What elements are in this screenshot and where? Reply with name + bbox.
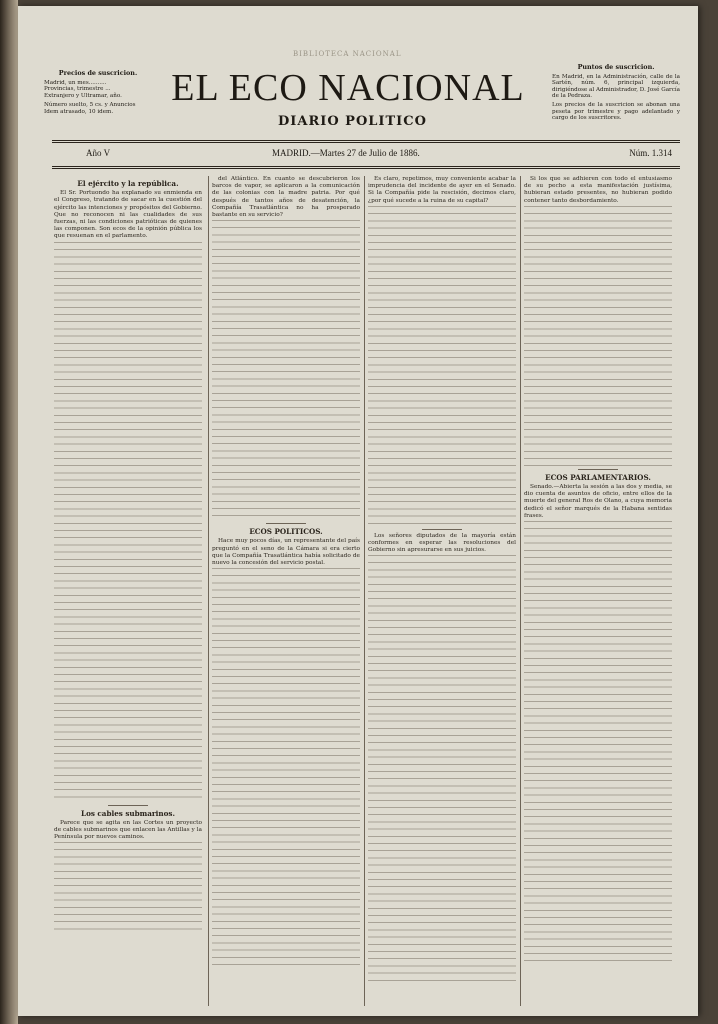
column-2: [212, 176, 360, 968]
points-heading: Puntos de suscricion.: [577, 63, 655, 71]
article-text-block: [54, 242, 202, 802]
subscription-points-box: [552, 64, 680, 122]
article-text-block: [524, 521, 672, 961]
price-line: Provincias, trimestre ...: [44, 86, 111, 93]
article-heading: ECOS POLITICOS.: [249, 527, 323, 537]
price-line: Madrid, un mes..........: [44, 79, 107, 86]
book-spine: [0, 0, 18, 1024]
issue-date: MADRID.—Martes 27 de Julio de 1886.: [272, 148, 420, 158]
prices-heading: Precios de suscricion.: [58, 69, 138, 77]
price-line: Número suelto, 5 cs. y Anuncios: [44, 102, 136, 109]
newspaper-title: EL ECO NACIONAL: [171, 67, 525, 109]
article-text-block: [368, 555, 516, 985]
article-text-block: [212, 220, 360, 520]
article-text: del Atlántico. En cuanto se descubrieron los barcos de vapor, se aplicaron a la comunicación de las colonias con la madre patria. Por qué después de tantos años de desatención, la Compañía Trasatlántica no ha prosperado bastante en su servicio?: [212, 176, 360, 219]
dateline-rule: [52, 166, 680, 169]
article-text-block: [54, 842, 202, 932]
price-line: Extranjero y Ultramar, año.: [44, 92, 122, 99]
column-divider: [520, 176, 521, 1006]
article-text: Hace muy pocos días, un representante del país preguntó en el seno de la Cámara si era cierto que la Compañía Trasatlántica había solicitado de nuevo la concesión del servicio postal.: [212, 538, 360, 567]
article-separator: [108, 805, 148, 806]
article-text: El Sr. Portuondo ha explanado su enmienda en el Congreso, tratando de sacar en la cuestión del ejército las intenciones y propósitos del Gobierno. Que no reconocen ni las cualidades de sus fuerzas, ni las condiciones patrióticas de quienes las componen. Son ecos de la opinión pública los que resuenan en el parlamento.: [54, 190, 202, 240]
article-text-block: [524, 206, 672, 466]
column-3: [368, 176, 516, 985]
subscription-prices-box: [44, 70, 152, 116]
points-line: En Madrid, en la Administración, calle de la Sartén, núm. 6, principal izquierda, dirigiéndose al Administrador, D. José García de la Pedraza.: [552, 73, 680, 100]
newspaper-page: [18, 6, 698, 1016]
issue-number: Núm. 1.314: [629, 148, 672, 158]
article-text: Los señores diputados de la mayoría están conformes en esperar las resoluciones del Gobierno sin apresurarse en sus juicios.: [368, 532, 516, 554]
article-text: Parece que se agita en las Cortes un proyecto de cables submarinos que enlacen las Antillas y la Península por nuevos caminos.: [54, 819, 202, 841]
library-seal: BIBLIOTECA NACIONAL: [293, 50, 402, 58]
column-divider: [364, 176, 365, 1006]
newspaper-subtitle: DIARIO POLITICO: [278, 114, 427, 129]
points-line: Los precios de la suscricion se abonan una peseta por trimestre y pago adelantado y cargo de los suscritores.: [552, 101, 680, 122]
volume-year: Año V: [86, 148, 111, 158]
masthead-rule: [52, 140, 680, 143]
column-1: [54, 176, 202, 932]
column-4: [524, 176, 672, 961]
article-text-block: [212, 568, 360, 968]
article-text: Es claro, repetimos, muy conveniente acabar la imprudencia del incidente de ayer en el Senado. Si la Compañía pide la rescisión, decimos claro, ¿por qué sucede a la ruina de su capital?: [368, 176, 516, 204]
article-heading: El ejército y la república.: [77, 179, 179, 188]
column-divider: [208, 176, 209, 1006]
article-heading: Los cables submarinos.: [81, 808, 175, 818]
article-separator: [422, 529, 462, 530]
article-text: Senado.—Abierta la sesión a las dos y media, se dio cuenta de asuntos de oficio, entre ellos de la muerte del general Ros de Olano, a cuya memoria dedicó el señor marqués de la Habana sentidas frases.: [524, 484, 672, 519]
price-line: Idem atrasado, 10 idem.: [44, 108, 114, 115]
article-text: Si los que se adhieren con todo el entusiasmo de su pecho a esta manifestación justísima, hubieran estado presentes, no hubieran podido contener tanto desbordamiento.: [524, 176, 672, 204]
article-text-block: [368, 206, 516, 526]
article-separator: [266, 523, 306, 524]
article-heading: ECOS PARLAMENTARIOS.: [545, 472, 651, 482]
article-separator: [578, 469, 618, 470]
